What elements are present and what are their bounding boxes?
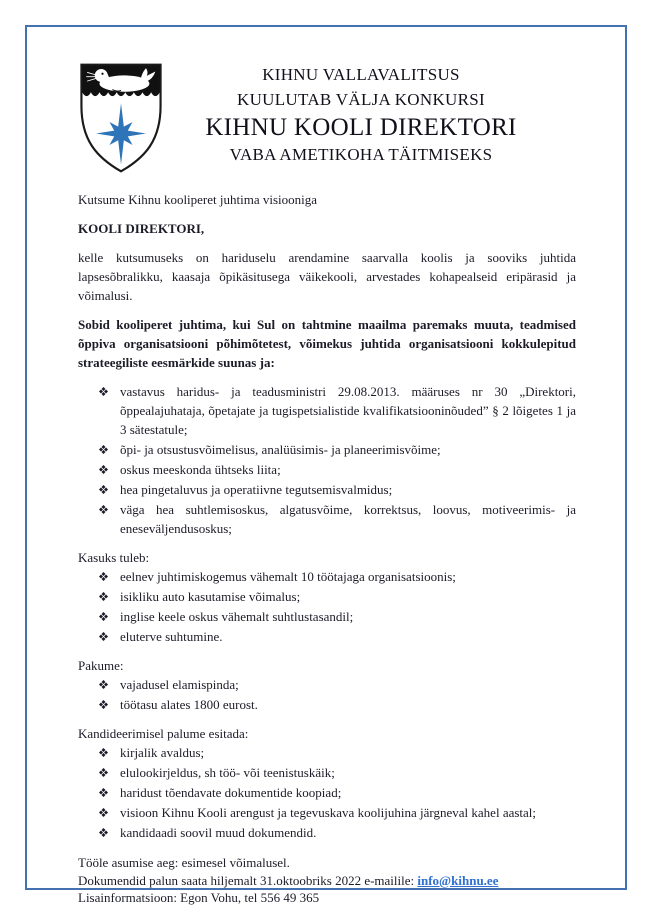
benefits-heading: Kasuks tuleb: (78, 550, 150, 565)
diamond-bullet-icon (99, 788, 108, 797)
diamond-bullet-icon (99, 768, 108, 777)
diamond-bullet-icon (99, 465, 108, 474)
diamond-bullet-icon (99, 828, 108, 837)
application-text: kirjalik avaldus; (120, 745, 205, 760)
requirement-text: väga hea suhtlemisoskus, algatusvõime, korrektsus, loovus, motiveerimis- ja eneseväljendusoskus; (120, 502, 576, 536)
benefit-text: eelnev juhtimiskogemus vähemalt 10 töötajaga organisatsioonis; (120, 569, 456, 584)
diamond-bullet-icon (99, 808, 108, 817)
benefit-text: eluterve suhtumine. (120, 629, 223, 644)
application-item (78, 783, 576, 802)
requirement-item (78, 480, 576, 499)
diamond-bullet-icon (99, 445, 108, 454)
benefit-text: inglise keele oskus vähemalt suhtlustasandil; (120, 609, 354, 624)
document-content (78, 60, 576, 907)
footer (78, 854, 576, 907)
benefits-list (78, 567, 576, 646)
requirement-text: oskus meeskonda ühtseks liita; (120, 462, 281, 477)
diamond-bullet-icon (99, 680, 108, 689)
deadline-text: Dokumendid palun saata hiljemalt 31.oktoobriks 2022 e-mailile: (78, 872, 418, 888)
offer-item (78, 695, 576, 714)
benefit-item (78, 627, 576, 646)
benefit-item (78, 587, 576, 606)
document-header (78, 60, 576, 176)
application-item (78, 743, 576, 762)
offer-text: töötasu alates 1800 eurost. (120, 697, 258, 712)
offer-text: vajadusel elamispinda; (120, 677, 239, 692)
application-heading: Kandideerimisel palume esitada: (78, 726, 249, 741)
diamond-bullet-icon (99, 748, 108, 757)
title-block (164, 60, 576, 167)
requirement-text: vastavus haridus- ja teadusministri 29.08.2013. määruses nr 30 „Direktori, õppealajuhataja, õpetajate ja tugispetsialistide kvalifikatsiooninõuded” § 2 lõigetes 1 ja 3 sätestatule; (120, 384, 576, 437)
offers-list (78, 675, 576, 714)
application-list (78, 743, 576, 842)
diamond-bullet-icon (99, 592, 108, 601)
requirement-item (78, 440, 576, 459)
deadline-line (78, 872, 576, 890)
intro-paragraph: Kutsume Kihnu kooliperet juhtima visiooniga (78, 192, 318, 207)
application-text: haridust tõendavate dokumentide koopiad; (120, 785, 342, 800)
diamond-bullet-icon (99, 387, 108, 396)
diamond-bullet-icon (99, 485, 108, 494)
org-name: KIHNU VALLAVALITSUS (262, 65, 460, 84)
requirement-item (78, 382, 576, 439)
application-text: elulookirjeldus, sh töö- või teenistuskäik; (120, 765, 335, 780)
page-subtitle: VABA AMETIKOHA TÄITMISEKS (229, 145, 493, 164)
application-text: visioon Kihnu Kooli arengust ja tegevuskava koolijuhina järgneval kahel aastal; (120, 805, 537, 820)
benefit-text: isikliku auto kasutamise võimalus; (120, 589, 301, 604)
diamond-bullet-icon (99, 700, 108, 709)
requirement-text: õpi- ja otsustusvõimelisus, analüüsimis- ja planeerimisvõime; (120, 442, 441, 457)
application-item (78, 823, 576, 842)
requirement-text: hea pingetaluvus ja operatiivne tegutsemisvalmidus; (120, 482, 393, 497)
application-item (78, 763, 576, 782)
requirement-item (78, 460, 576, 479)
benefit-item (78, 567, 576, 586)
kihnu-coat-of-arms-icon (78, 60, 164, 176)
start-time-line: Tööle asumise aeg: esimesel võimalusel. (78, 855, 290, 870)
email-link[interactable]: info@kihnu.ee (417, 872, 499, 888)
position-heading: KOOLI DIREKTORI, (78, 221, 205, 236)
additional-info-line: Lisainformatsioon: Egon Vohu, tel 556 49 365 (78, 890, 320, 905)
diamond-bullet-icon (99, 632, 108, 641)
diamond-bullet-icon (99, 505, 108, 514)
requirements-intro: Sobid kooliperet juhtima, kui Sul on tahtmine maailma paremaks muuta, teadmised õppiva organisatsiooni põhimõtetest, võimekus juhtida organisatsiooni kokkulepitud strateegiliste eesmärkide suunas ja: (78, 317, 576, 370)
diamond-bullet-icon (99, 572, 108, 581)
announcement-line: KUULUTAB VÄLJA KONKURSI (237, 90, 485, 109)
benefit-item (78, 607, 576, 626)
page-title: KIHNU KOOLI DIREKTORI (205, 114, 517, 141)
offers-heading: Pakume: (78, 658, 124, 673)
position-description: kelle kutsumuseks on hariduselu arendamine saarvalla koolis ja sooviks juhtida lapsesõbralikku, kaasaja õpikäsitusega väikekooli, arvestades kohapealseid eripärasid ja võimalusi. (78, 250, 576, 303)
application-item (78, 803, 576, 822)
requirements-list (78, 382, 576, 538)
diamond-bullet-icon (99, 612, 108, 621)
application-text: kandidaadi soovil muud dokumendid. (120, 825, 317, 840)
requirement-item (78, 500, 576, 538)
offer-item (78, 675, 576, 694)
